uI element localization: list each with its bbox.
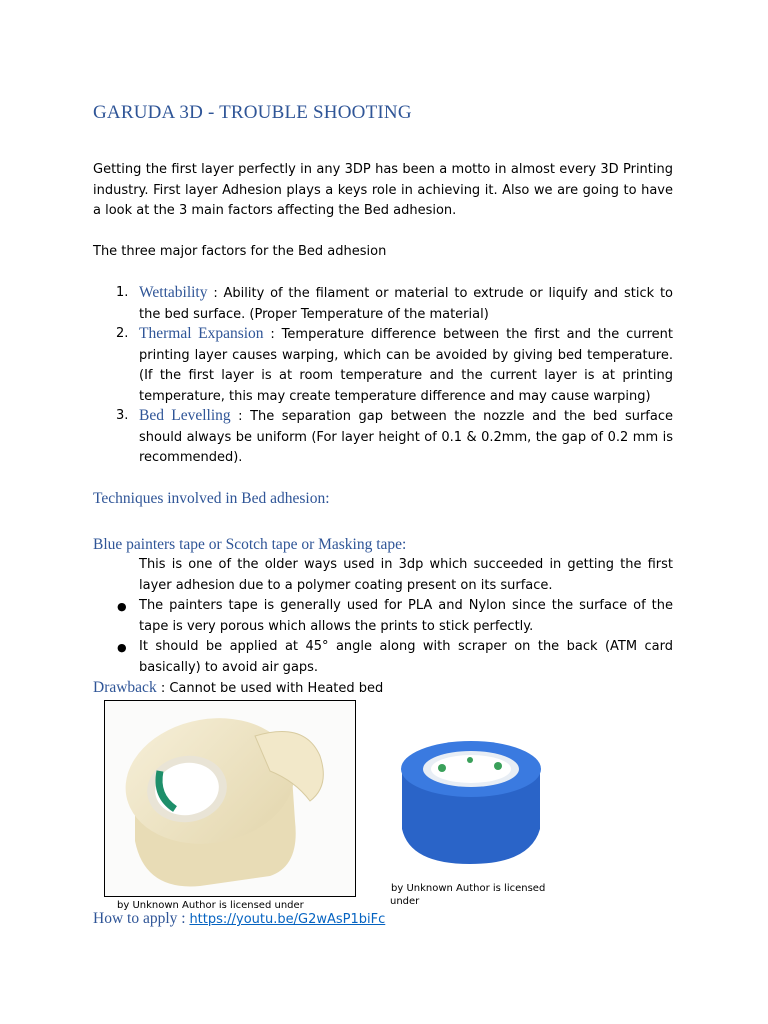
tape-point: The painters tape is generally used for PLA and Nylon since the surface of the tape is very porous which allows the prints to stick perfectly.: [139, 598, 673, 634]
factor-number: 2.: [116, 326, 129, 341]
factor-item-thermal-expansion: [139, 324, 673, 407]
techniques-heading: Techniques involved in Bed adhesion:: [93, 490, 330, 507]
factor-item-wettability: [139, 283, 673, 325]
tape-point: This is one of the older ways used in 3dp which succeeded in getting the first layer adhesion due to a polymer coating present on its surface.: [139, 557, 673, 593]
masking-tape-image: [104, 700, 356, 897]
factor-item-bed-levelling: [139, 406, 673, 469]
factors-heading: The three major factors for the Bed adhesion: [93, 244, 387, 259]
blue-tape-illustration: [380, 714, 550, 879]
factor-text: : Temperature difference between the first and the current printing layer causes warping, which can be avoided by giving bed temperature. (If the first layer is at room temperature and the current layer is at printing temperature, this may create temperature difference and may cause warping): [139, 327, 673, 404]
youtube-link[interactable]: https://youtu.be/G2wAsP1biFc: [189, 912, 386, 927]
intro-paragraph: Getting the first layer perfectly in any 3DP has been a motto in almost every 3D Printing industry. First layer Adhesion plays a keys role in achieving it. Also we are going to have a look at the 3 main factors affecting the Bed adhesion.: [93, 162, 673, 219]
factor-term: Thermal Expansion: [139, 325, 264, 342]
tape-heading: Blue painters tape or Scotch tape or Masking tape:: [93, 536, 407, 553]
factor-number: 1.: [116, 285, 129, 300]
drawback-line: [93, 678, 383, 700]
bullet-icon: ●: [117, 641, 127, 654]
factor-term: Wettability: [139, 284, 208, 301]
factor-text: : Ability of the filament or material to extrude or liquify and stick to the bed surface. (Proper Temperature of the material): [139, 286, 673, 322]
page-title: GARUDA 3D - TROUBLE SHOOTING: [93, 102, 412, 123]
how-to-label: How to apply :: [93, 910, 190, 927]
tape-point: It should be applied at 45° angle along with scraper on the back (ATM card basically) to avoid air gaps.: [139, 639, 673, 675]
bullet-icon: ●: [117, 600, 127, 613]
factor-number: 3.: [116, 408, 129, 423]
drawback-text: : Cannot be used with Heated bed: [156, 681, 384, 696]
how-to-apply-line: [93, 909, 385, 931]
drawback-label: Drawback: [93, 679, 157, 696]
masking-tape-illustration: [105, 701, 355, 896]
factor-text: : The separation gap between the nozzle and the bed surface should always be uniform (For layer height of 0.1 & 0.2mm, the gap of 0.2 mm is recommended).: [139, 409, 673, 466]
blue-tape-image: [380, 714, 550, 879]
image-caption: by Unknown Author is licensed under: [390, 883, 546, 907]
image-caption: by Unknown Author is licensed under: [117, 900, 304, 911]
factor-term: Bed Levelling: [139, 407, 231, 424]
